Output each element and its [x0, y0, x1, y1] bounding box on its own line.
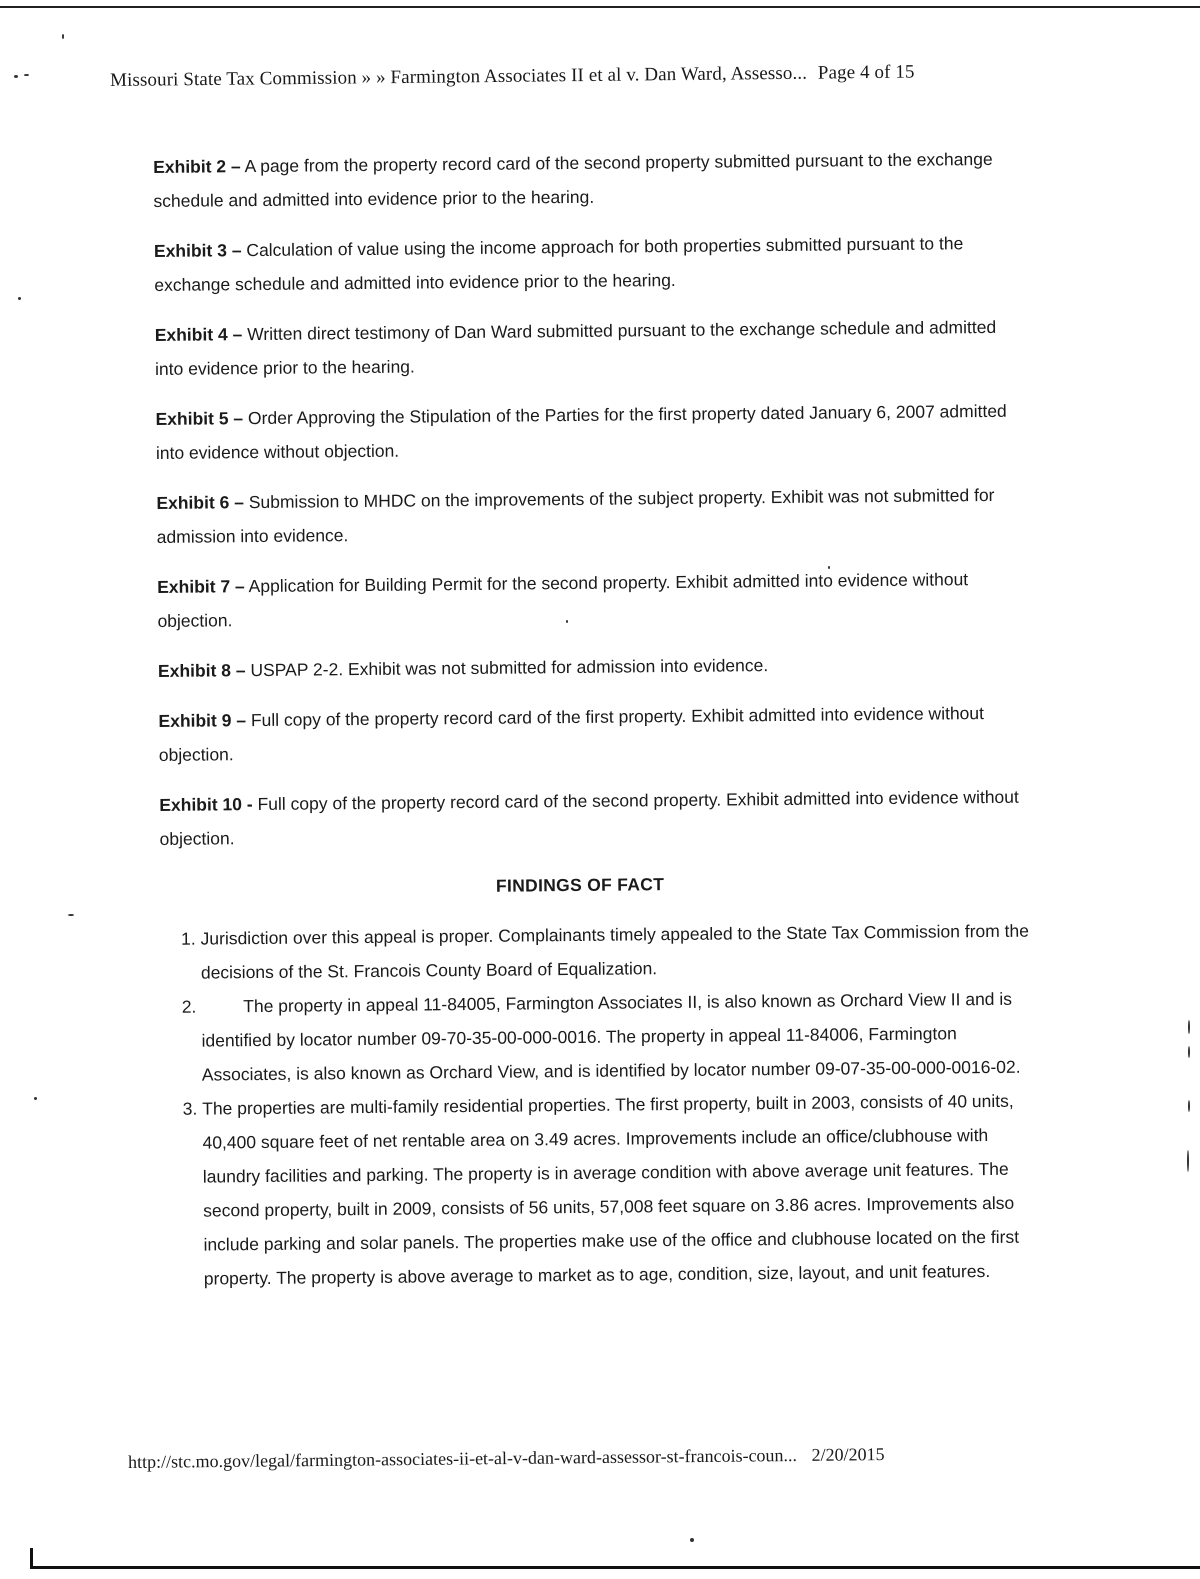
exhibit-description: A page from the property record card of the second property submitted pursuant to the exchange schedule and admitted into evidence prior to the hearing.	[153, 148, 993, 211]
finding-text: The property in appeal 11-84005, Farmington Associates II, is also known as Orchard View II and is identified by locator number 09-70-35-00-000-0016. The property in appeal 11-84006, Farmington Associates, is also known as Orchard View, and is identified by locator number 09-07-35-00-000-0016-02.	[201, 988, 1021, 1085]
footer-date: 2/20/2015	[811, 1444, 885, 1465]
scan-speck	[566, 620, 568, 623]
findings-list	[160, 914, 1044, 1296]
scan-speck	[1188, 1020, 1190, 1034]
page-number: Page 4 of 15	[817, 61, 915, 84]
exhibit-description: USPAP 2-2. Exhibit was not submitted for admission into evidence.	[250, 655, 769, 681]
exhibit-item	[155, 310, 1036, 386]
footer-url: http://stc.mo.gov/legal/farmington-associates-ii-et-al-v-dan-ward-assessor-st-francois-coun...	[128, 1444, 798, 1472]
scan-speck	[18, 297, 21, 300]
document-body	[153, 142, 1044, 1296]
exhibit-label: Exhibit 9 –	[158, 710, 247, 731]
exhibit-description: Application for Building Permit for the second property. Exhibit admitted into evidence without objection.	[157, 569, 969, 631]
scan-speck	[1188, 1046, 1190, 1058]
scan-speck	[1187, 1150, 1189, 1172]
page-left-border	[30, 1548, 33, 1568]
exhibit-label: Exhibit 4 –	[154, 324, 243, 345]
exhibit-item	[157, 562, 1038, 638]
finding-text: Jurisdiction over this appeal is proper. Complainants timely appealed to the State Tax Commission from the decisions of the St. Francois County Board of Equalization.	[200, 920, 1030, 983]
scan-speck	[690, 1538, 694, 1542]
scan-speck	[62, 34, 64, 39]
exhibit-description: Submission to MHDC on the improvements of the subject property. Exhibit was not submitted for admission into evidence.	[156, 484, 995, 547]
exhibit-item	[155, 394, 1036, 470]
exhibit-label: Exhibit 3 –	[153, 240, 242, 261]
exhibit-description: Calculation of value using the income approach for both properties submitted pursuant to the exchange schedule and admitted into evidence prior to the hearing.	[154, 233, 964, 295]
page-footer	[128, 1442, 1078, 1473]
exhibit-label: Exhibit 5 –	[155, 408, 244, 429]
finding-item	[202, 1084, 1044, 1296]
exhibit-description: Full copy of the property record card of the first property. Exhibit admitted into evidence without objection.	[158, 703, 985, 765]
scan-speck	[34, 1097, 37, 1100]
exhibit-label: Exhibit 6 –	[156, 492, 245, 513]
exhibit-item	[154, 226, 1035, 302]
exhibit-item	[158, 646, 1038, 688]
exhibit-item	[158, 696, 1039, 772]
findings-heading: FINDINGS OF FACT	[495, 874, 665, 896]
scan-speck	[68, 914, 74, 916]
exhibit-label: Exhibit 10 -	[159, 794, 253, 815]
page-header	[110, 60, 1070, 92]
exhibit-item	[153, 142, 1034, 218]
scan-speck	[1188, 1100, 1190, 1112]
finding-text: The properties are multi-family residential properties. The first property, built in 2003, consists of 40 units, 40,400 square feet of net rentable area on 3.49 acres. Improvements include an office/clubhouse with laundry facilities and parking. The property is in average condition with above average unit features. The second property, built in 2009, consists of 56 units, 57,008 feet square on 3.86 acres. Improvements also include parking and solar panels. The properties make use of the office and clubhouse located on the first property. The property is above average to market as to age, condition, size, layout, and unit features.	[202, 1090, 1020, 1289]
exhibit-label: Exhibit 7 –	[157, 576, 245, 597]
page-top-border	[0, 6, 1200, 8]
exhibit-item	[156, 478, 1037, 554]
scan-speck	[14, 75, 18, 78]
page-bottom-border	[30, 1566, 1200, 1569]
exhibit-label: Exhibit 2 –	[153, 156, 241, 177]
exhibit-description: Order Approving the Stipulation of the Parties for the first property dated January 6, 2007 admitted into evidence without objection.	[155, 400, 1007, 463]
finding-item	[201, 982, 1042, 1092]
header-title: Missouri State Tax Commission » » Farmington Associates II et al v. Dan Ward, Assesso...	[110, 62, 808, 91]
exhibit-description: Full copy of the property record card of the second property. Exhibit admitted into evidence without objection.	[159, 786, 1019, 849]
exhibit-label: Exhibit 8 –	[157, 660, 246, 681]
exhibit-description: Written direct testimony of Dan Ward submitted pursuant to the exchange schedule and admitted into evidence prior to the hearing.	[155, 316, 997, 379]
scan-speck	[828, 566, 830, 569]
finding-item	[200, 914, 1041, 990]
scan-speck	[24, 74, 29, 76]
exhibit-item	[159, 780, 1040, 856]
